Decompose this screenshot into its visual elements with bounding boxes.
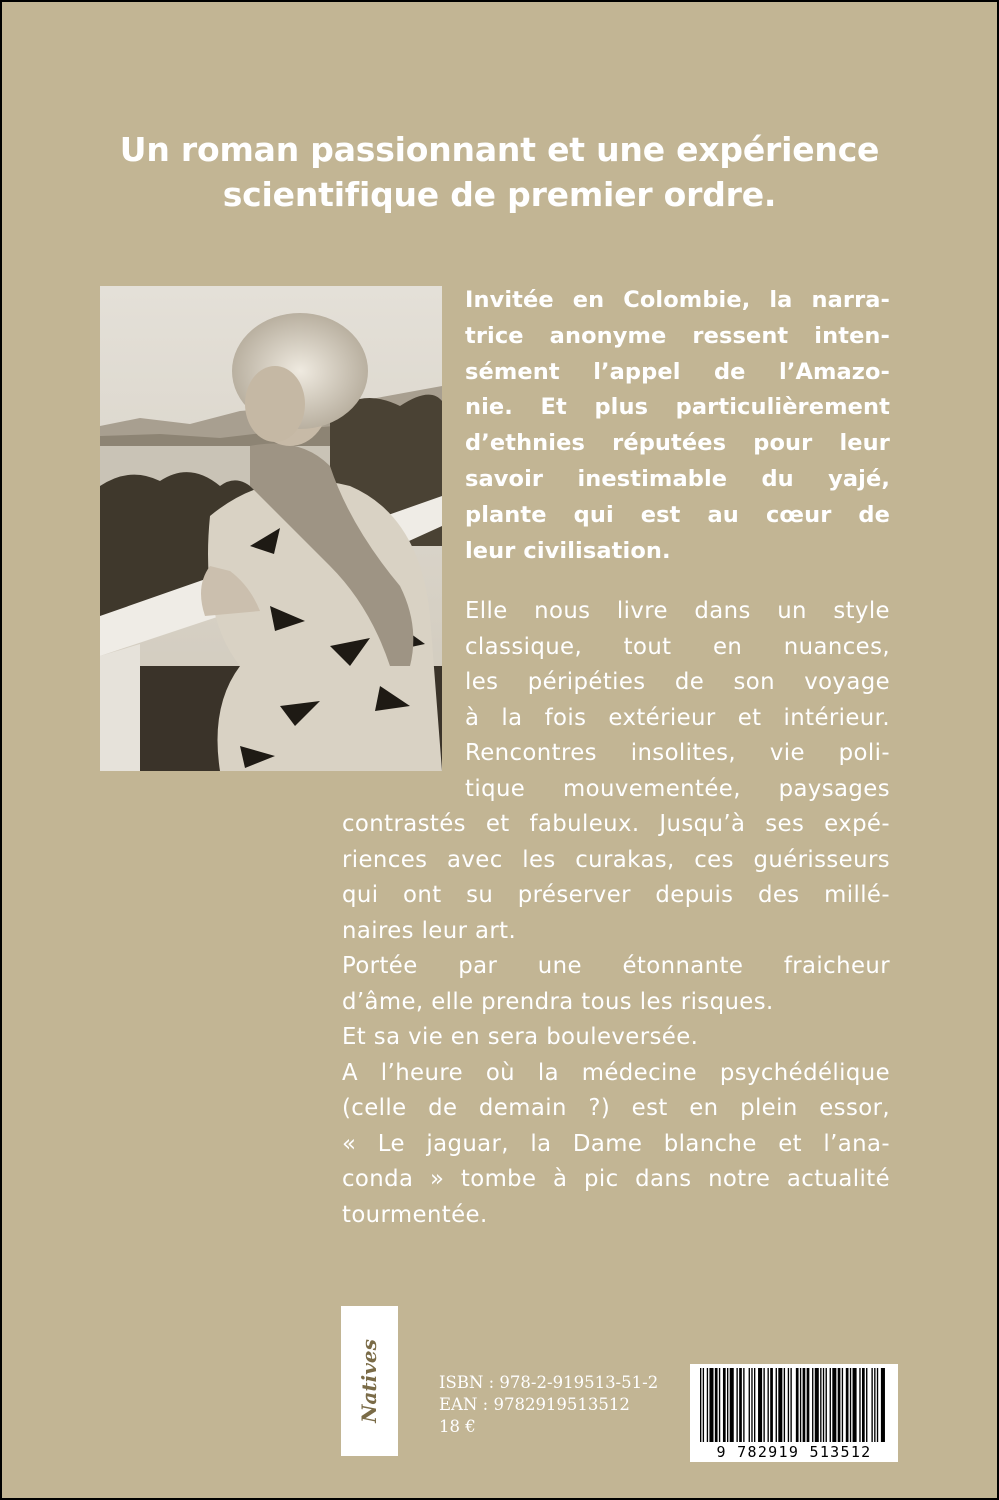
barcode-bar — [751, 1368, 752, 1442]
body-line: Portée par une étonnante fraicheur — [342, 953, 890, 979]
body-line: les péripéties de son voyage — [465, 669, 890, 695]
price: 18 € — [439, 1417, 476, 1436]
barcode-number: 9 782919 513512 — [716, 1443, 872, 1461]
barcode — [690, 1364, 898, 1462]
barcode-bar — [838, 1368, 841, 1442]
body-line: (celle de demain ?) est en plein essor, — [342, 1095, 890, 1121]
barcode-bar — [820, 1368, 821, 1442]
book-back-cover — [2, 2, 997, 1498]
barcode-bar — [830, 1368, 831, 1442]
barcode-bar — [749, 1368, 750, 1442]
barcode-bar — [784, 1368, 785, 1442]
barcode-bar — [788, 1368, 789, 1442]
barcode-bar — [736, 1368, 737, 1442]
barcode-bar — [754, 1368, 755, 1442]
barcode-bar — [758, 1368, 762, 1442]
barcode-bar — [743, 1368, 744, 1442]
body-line: à la fois extérieur et intérieur. — [465, 704, 890, 731]
barcode-bars — [694, 1368, 894, 1442]
tagline-line: Un roman passionnant et une expérience — [119, 130, 880, 169]
body-line: conda » tombe à pic dans notre actualité — [342, 1166, 890, 1192]
barcode-bar — [770, 1368, 773, 1442]
body-line: riences avec les curakas, ces guérisseurs — [342, 846, 890, 873]
barcode-bar — [790, 1368, 791, 1442]
barcode-bar — [715, 1368, 718, 1442]
isbn-block — [439, 1372, 658, 1438]
body-line: qui ont su préserver depuis des millé- — [342, 882, 890, 908]
tagline-line: scientifique de premier ordre. — [222, 175, 777, 214]
barcode-bar — [707, 1368, 708, 1442]
body-line: contrastés et fabuleux. Jusqu’à ses expé- — [342, 811, 890, 837]
intro-paragraph — [465, 283, 890, 569]
publisher-name: Natives — [357, 1339, 381, 1423]
intro-line: Invitée en Colombie, la narra- — [465, 287, 890, 313]
barcode-bar — [778, 1368, 782, 1442]
barcode-bar — [859, 1368, 860, 1442]
barcode-bar — [727, 1368, 728, 1442]
barcode-bar — [796, 1368, 799, 1442]
barcode-bar — [874, 1368, 875, 1442]
intro-line: leur civilisation. — [465, 537, 671, 564]
barcode-bar — [719, 1368, 720, 1442]
publisher-box — [341, 1306, 398, 1456]
body-line: naires leur art. — [342, 917, 517, 944]
barcode-bar — [723, 1368, 726, 1442]
isbn: ISBN : 978-2-919513-51-2 — [439, 1373, 659, 1392]
barcode-bar — [709, 1368, 713, 1442]
body-line: Rencontres insolites, vie poli- — [465, 740, 890, 766]
tagline — [62, 127, 937, 217]
ean: EAN : 9782919513512 — [439, 1395, 630, 1414]
barcode-bar — [850, 1368, 851, 1442]
body-line: tique mouvementée, paysages — [465, 775, 890, 802]
intro-line: plante qui est au cœur de — [465, 501, 890, 528]
barcode-bar — [803, 1368, 806, 1442]
barcode-bar — [700, 1368, 701, 1442]
body-line: A l’heure où la médecine psychédélique — [342, 1059, 890, 1086]
barcode-bar — [881, 1368, 885, 1442]
barcode-bar — [862, 1368, 865, 1442]
barcode-bar — [877, 1368, 878, 1442]
barcode-bar — [730, 1368, 734, 1442]
barcode-bar — [776, 1368, 777, 1442]
barcode-bar — [826, 1368, 827, 1442]
barcode-bar — [812, 1368, 813, 1442]
barcode-bar — [871, 1368, 872, 1442]
body-line: d’âme, elle prendra tous les risques. — [342, 988, 774, 1015]
intro-line: trice anonyme ressent inten- — [465, 322, 890, 349]
barcode-bar — [832, 1368, 836, 1442]
body-line: Et sa vie en sera bouleversée. — [342, 1024, 699, 1050]
barcode-bar — [739, 1368, 742, 1442]
barcode-bar — [703, 1368, 704, 1442]
body-line: « Le jaguar, la Dame blanche et l’ana- — [342, 1130, 890, 1157]
barcode-bar — [768, 1368, 769, 1442]
body-line: tourmentée. — [342, 1201, 488, 1228]
barcode-bar — [846, 1368, 849, 1442]
barcode-bar — [815, 1368, 819, 1442]
intro-line: d’ethnies réputées pour leur — [465, 430, 890, 457]
barcode-bar — [763, 1368, 764, 1442]
barcode-bar — [866, 1368, 867, 1442]
body-line: classique, tout en nuances, — [465, 633, 890, 660]
barcode-bar — [853, 1368, 857, 1442]
intro-line: sément l’appel de l’Amazo- — [465, 358, 890, 385]
barcode-bar — [823, 1368, 824, 1442]
barcode-bar — [842, 1368, 843, 1442]
barcode-bar — [800, 1368, 801, 1442]
intro-line: savoir inestimable du yajé, — [465, 465, 890, 492]
intro-line: nie. Et plus particulièrement — [465, 394, 890, 421]
barcode-bar — [807, 1368, 810, 1442]
body-paragraph — [342, 594, 890, 1233]
body-line: Elle nous livre dans un style — [465, 598, 890, 624]
